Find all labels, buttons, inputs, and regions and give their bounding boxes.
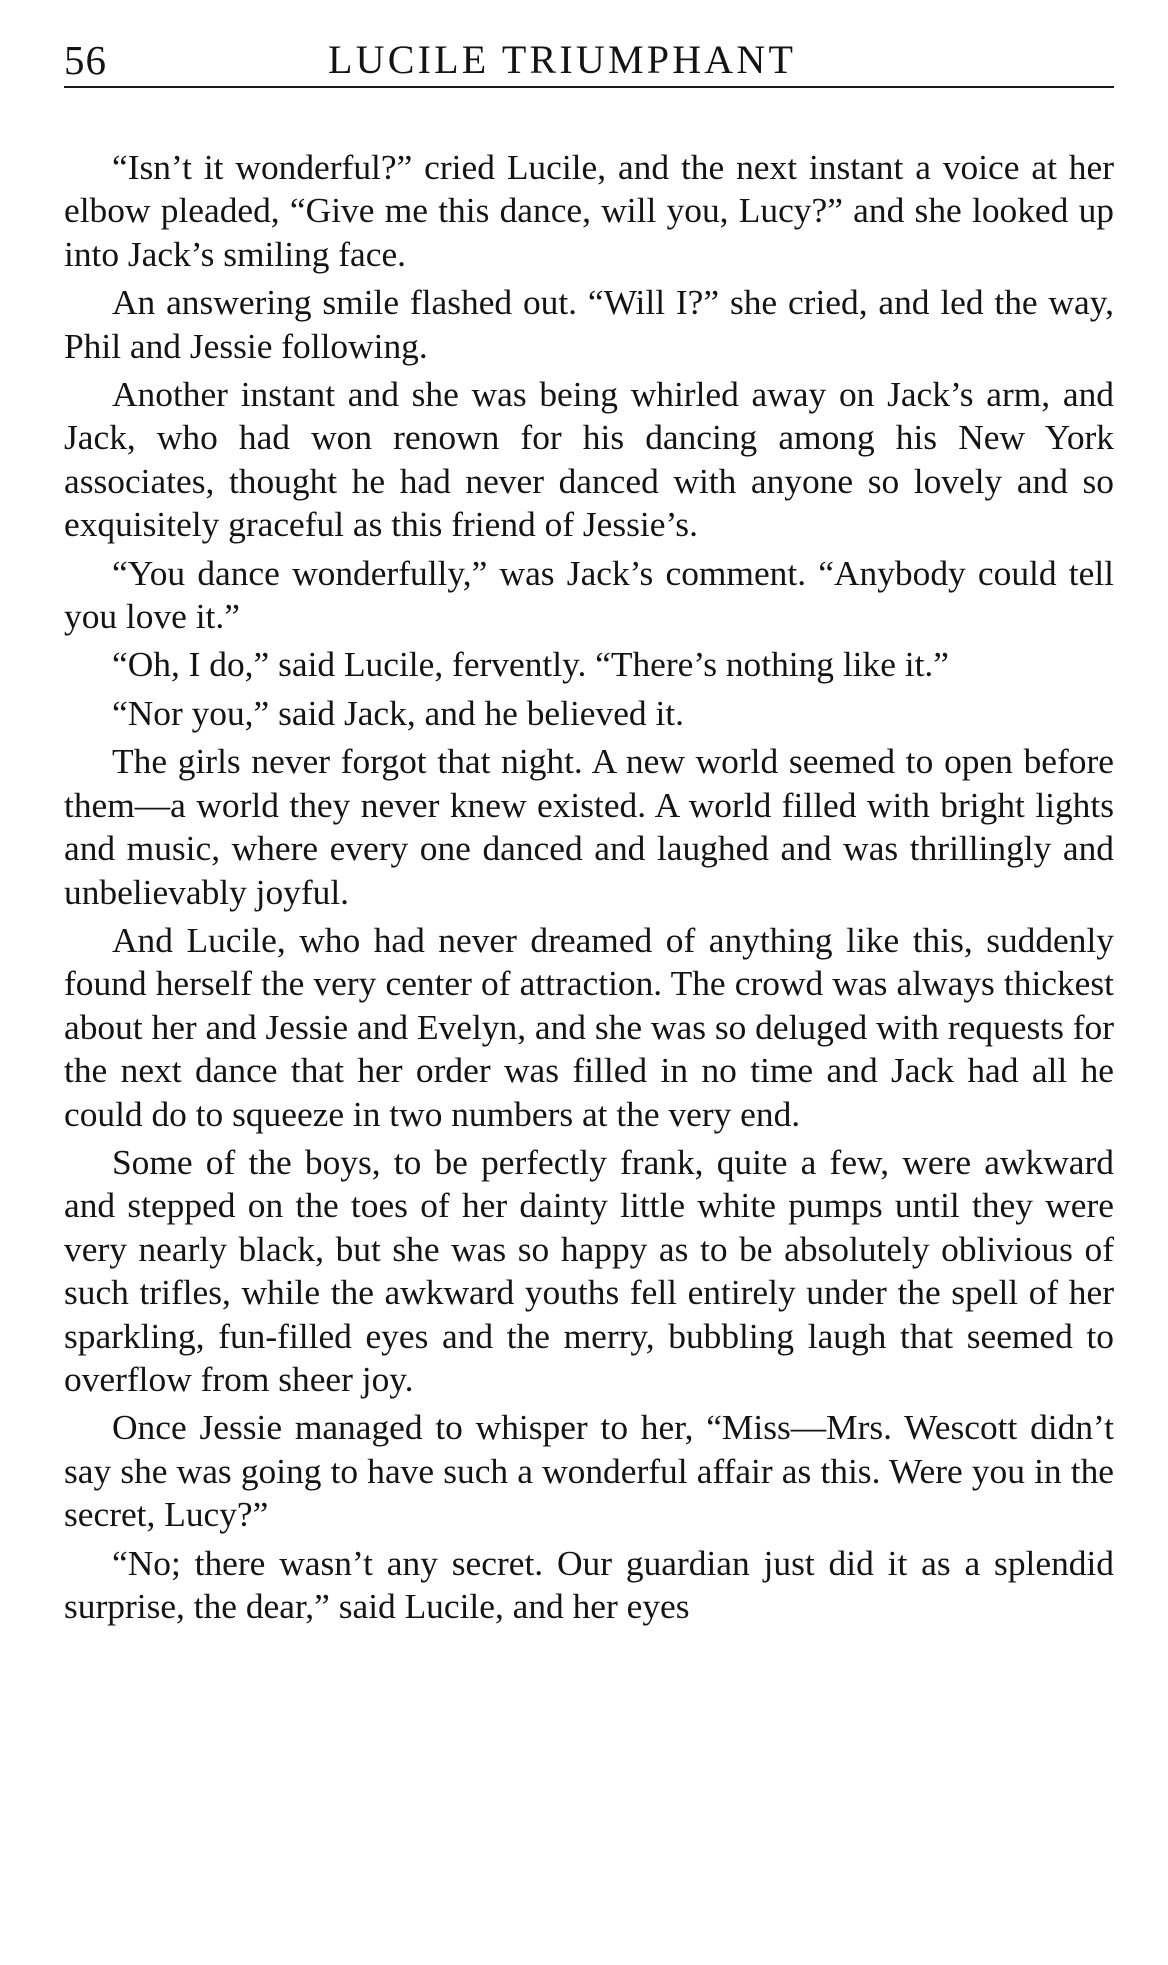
paragraph: Some of the boys, to be perfectly frank, quite a few, were awkward and stepped on the toes of her dainty little white pumps until they were very nearly black, but she was so happy as to be absolutely oblivious of such trifles, while the awkward youths fell entirely under the spell of her sparkling, fun-filled eyes and the merry, bubbling laugh that seemed to overflow from sheer joy. <box>64 1141 1114 1399</box>
paragraph: Once Jessie managed to whisper to her, “Miss—Mrs. Wescott didn’t say she was going to have such a wonderful affair as this. Were you in the secret, Lucy?” <box>64 1407 1114 1535</box>
paragraph: An answering smile flashed out. “Will I?” she cried, and led the way, Phil and Jessie following. <box>64 282 1114 366</box>
paragraph: Another instant and she was being whirled away on Jack’s arm, and Jack, who had won renown for his dancing among his New York associates, thought he had never danced with anyone so lovely and so exquisitely graceful as this friend of Jessie’s. <box>64 374 1114 545</box>
paragraph: “No; there wasn’t any secret. Our guardian just did it as a splendid surprise, the dear,” said Lucile, and her eyes <box>64 1542 1114 1626</box>
paragraph: “You dance wonderfully,” was Jack’s comment. “Anybody could tell you love it.” <box>64 552 1114 637</box>
paragraph: “Oh, I do,” said Lucile, fervently. “There’s nothing like it.” <box>112 644 949 685</box>
body-text <box>64 146 1114 1628</box>
paragraph: And Lucile, who had never dreamed of anything like this, suddenly found herself the very center of attraction. The crowd was always thickest about her and Jessie and Evelyn, and she was so deluged with requests for the next dance that her order was filled in no time and Jack had all he could do to squeeze in two numbers at the very end. <box>64 919 1114 1134</box>
paragraph: “Isn’t it wonderful?” cried Lucile, and the next instant a voice at her elbow pleaded, “Give me this dance, will you, Lucy?” and she looked up into Jack’s smiling face. <box>64 147 1114 274</box>
running-title: LUCILE TRIUMPHANT <box>328 37 797 82</box>
page-header <box>64 34 1114 88</box>
paragraph: “Nor you,” said Jack, and he believed it. <box>112 692 684 733</box>
paragraph: The girls never forgot that night. A new world seemed to open before them—a world they never knew existed. A world filled with bright lights and music, where every one danced and laughed and was thrillingly and unbelievably joyful. <box>64 741 1114 912</box>
page-number: 56 <box>64 37 107 83</box>
